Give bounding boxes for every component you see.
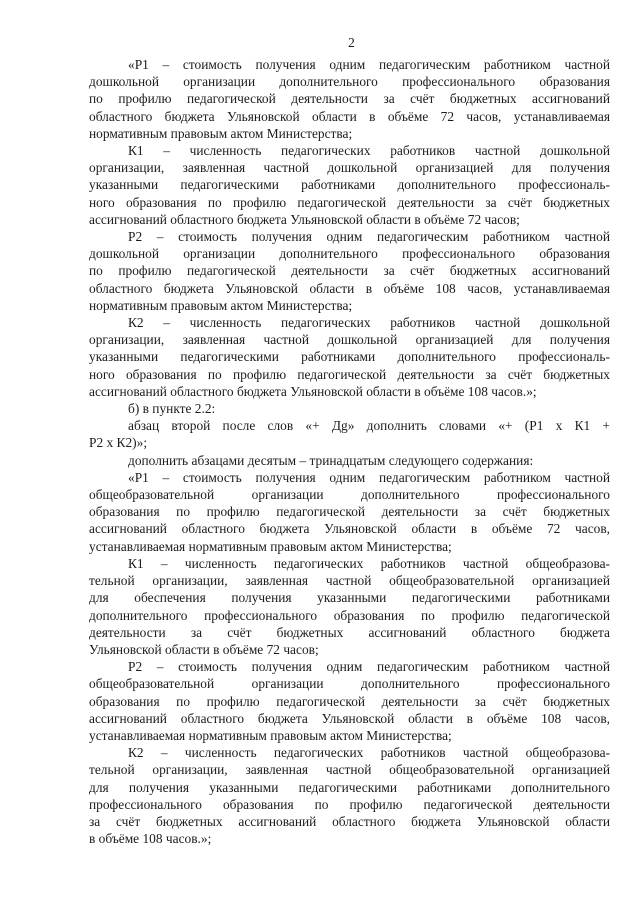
paragraph <box>89 400 610 417</box>
paragraph <box>89 469 610 555</box>
text-line: устанавливаемая нормативным правовым актом Министерства; <box>89 538 452 554</box>
text-line: К1 – численность педагогических работников частной общеобразова- <box>128 555 610 571</box>
text-line: ассигнований областного бюджета Ульяновской области в объёме 72 часов, <box>89 521 610 537</box>
text-line: К2 – численность педагогических работников частной общеобразова- <box>128 745 610 761</box>
text-line: по профилю педагогической деятельности за счёт бюджетных ассигнований <box>89 263 610 279</box>
text-line: ассигнований областного бюджета Ульяновской области в объёме 108 часов.»; <box>89 383 537 399</box>
text-line: образования по профилю педагогической деятельности за счёт бюджетных <box>89 504 610 520</box>
text-line: образования по профилю педагогической деятельности за счёт бюджетных <box>89 693 610 709</box>
text-line: в объёме 108 часов.»; <box>89 831 212 847</box>
text-line: общеобразовательной организации дополнительного профессионального <box>89 487 610 503</box>
text-line: Р2 – стоимость получения одним педагогическим работником частной <box>128 659 610 675</box>
text-line: общеобразовательной организации дополнительного профессионального <box>89 676 610 692</box>
text-line: организации, заявленная частной дошкольной организацией для получения <box>89 160 610 176</box>
paragraph <box>89 142 610 228</box>
text-line: деятельности за счёт бюджетных ассигнований областного бюджета <box>89 624 610 640</box>
text-line: нормативным правовым актом Министерства; <box>89 125 353 141</box>
text-line: организации, заявленная частной дошкольной организацией для получения <box>89 332 610 348</box>
text-line: ного образования по профилю педагогической деятельности за счёт бюджетных <box>89 366 610 382</box>
text-line: ассигнований областного бюджета Ульяновской области в объёме 108 часов, <box>89 710 610 726</box>
paragraph <box>89 744 610 847</box>
text-line: профессионального образования по профилю педагогической деятельности <box>89 796 610 812</box>
text-line: тельной организации, заявленная частной общеобразовательной организацией <box>89 573 610 589</box>
paragraph <box>89 417 610 451</box>
paragraph <box>89 658 610 744</box>
text-line: нормативным правовым актом Министерства; <box>89 297 353 313</box>
paragraph <box>89 314 610 400</box>
text-line: «Р1 – стоимость получения одним педагогическим работником частной <box>128 469 610 485</box>
text-line: ассигнований областного бюджета Ульяновской области в объёме 72 часов; <box>89 211 520 227</box>
text-line: дополнить абзацами десятым – тринадцатым следующего содержания: <box>128 452 534 468</box>
text-line: за счёт бюджетных ассигнований областного бюджета Ульяновской области <box>89 813 610 829</box>
text-line: для обеспечения получения указанными педагогическими работниками <box>89 590 610 606</box>
text-line: «Р1 – стоимость получения одним педагогическим работником частной <box>128 57 610 72</box>
paragraph <box>89 56 610 142</box>
text-line: дополнительного профессионального образования по профилю педагогической <box>89 607 610 623</box>
text-line: областного бюджета Ульяновской области в объёме 108 часов, устанавливаемая <box>89 280 610 296</box>
paragraph <box>89 452 610 469</box>
text-line: К1 – численность педагогических работников частной дошкольной <box>128 143 610 159</box>
text-line: Р2 x К2)»; <box>89 435 148 451</box>
document-body <box>89 56 610 847</box>
text-line: Р2 – стоимость получения одним педагогическим работником частной <box>128 229 610 245</box>
text-line: абзац второй после слов «+ Дg» дополнить словами «+ (Р1 x К1 + <box>128 418 610 434</box>
page-number: 2 <box>348 35 355 50</box>
text-line: дошкольной организации дополнительного профессионального образования <box>89 246 610 262</box>
text-line: ного образования по профилю педагогической деятельности за счёт бюджетных <box>89 194 610 210</box>
text-line: для получения указанными педагогическими работниками дополнительного <box>89 779 610 795</box>
text-line: устанавливаемая нормативным правовым актом Министерства; <box>89 727 452 743</box>
text-line: Ульяновской области в объёме 72 часов; <box>89 641 319 657</box>
text-line: тельной организации, заявленная частной общеобразовательной организацией <box>89 762 610 778</box>
text-line: указанными педагогическими работниками дополнительного профессиональ- <box>89 177 610 193</box>
text-line: указанными педагогическими работниками дополнительного профессиональ- <box>89 349 610 365</box>
text-line: дошкольной организации дополнительного профессионального образования <box>89 74 610 90</box>
text-line: б) в пункте 2.2: <box>128 401 216 417</box>
text-line: по профилю педагогической деятельности за счёт бюджетных ассигнований <box>89 91 610 107</box>
text-line: областного бюджета Ульяновской области в объёме 72 часов, устанавливаемая <box>89 108 610 124</box>
paragraph <box>89 555 610 658</box>
text-line: К2 – численность педагогических работников частной дошкольной <box>128 315 610 331</box>
paragraph <box>89 228 610 314</box>
